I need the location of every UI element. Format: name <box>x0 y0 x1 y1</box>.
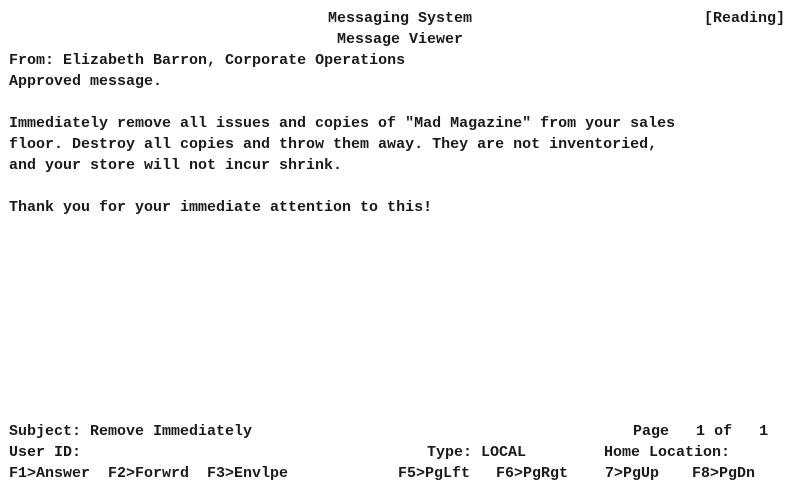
page-label: Page <box>633 423 670 440</box>
home-location-label: Home Location: <box>604 444 731 461</box>
subject-line <box>9 421 252 442</box>
f5-page-left-key[interactable]: F5>PgLft <box>398 465 471 482</box>
f1-answer-key[interactable]: F1>Answer <box>9 465 91 482</box>
viewer-title: Message Viewer <box>336 31 464 48</box>
body-line: Thank you for your immediate attention to this! <box>9 199 433 216</box>
message-status: Approved message. <box>9 73 163 90</box>
f7-page-up-key[interactable]: 7>PgUp <box>605 465 660 482</box>
from-line <box>9 50 405 71</box>
page-indicator <box>633 421 768 442</box>
body-line: floor. Destroy all copies and throw them away. They are not inventoried, <box>9 136 658 153</box>
body-line: Immediately remove all issues and copies of "Mad Magazine" from your sales <box>9 115 676 132</box>
user-id-label: User ID: <box>9 444 82 461</box>
page-current: 1 <box>696 423 706 440</box>
page-of: of <box>714 423 733 440</box>
type-field <box>427 442 526 463</box>
body-line: and your store will not incur shrink. <box>9 157 343 174</box>
type-value: LOCAL <box>481 444 527 461</box>
subject-value: Remove Immediately <box>90 423 253 440</box>
from-value: Elizabeth Barron, Corporate Operations <box>63 52 406 69</box>
from-label: From: <box>9 52 55 69</box>
f8-page-down-key[interactable]: F8>PgDn <box>692 465 756 482</box>
message-body <box>9 113 789 218</box>
body-blank-line <box>9 176 789 197</box>
f6-page-right-key[interactable]: F6>PgRgt <box>496 465 569 482</box>
f3-envelope-key[interactable]: F3>Envlpe <box>207 465 289 482</box>
page-total: 1 <box>759 423 769 440</box>
subject-label: Subject: <box>9 423 82 440</box>
f2-forward-key[interactable]: F2>Forwrd <box>108 465 190 482</box>
system-title: Messaging System <box>327 10 473 27</box>
mode-badge: [Reading] <box>704 10 786 27</box>
type-label: Type: <box>427 444 473 461</box>
